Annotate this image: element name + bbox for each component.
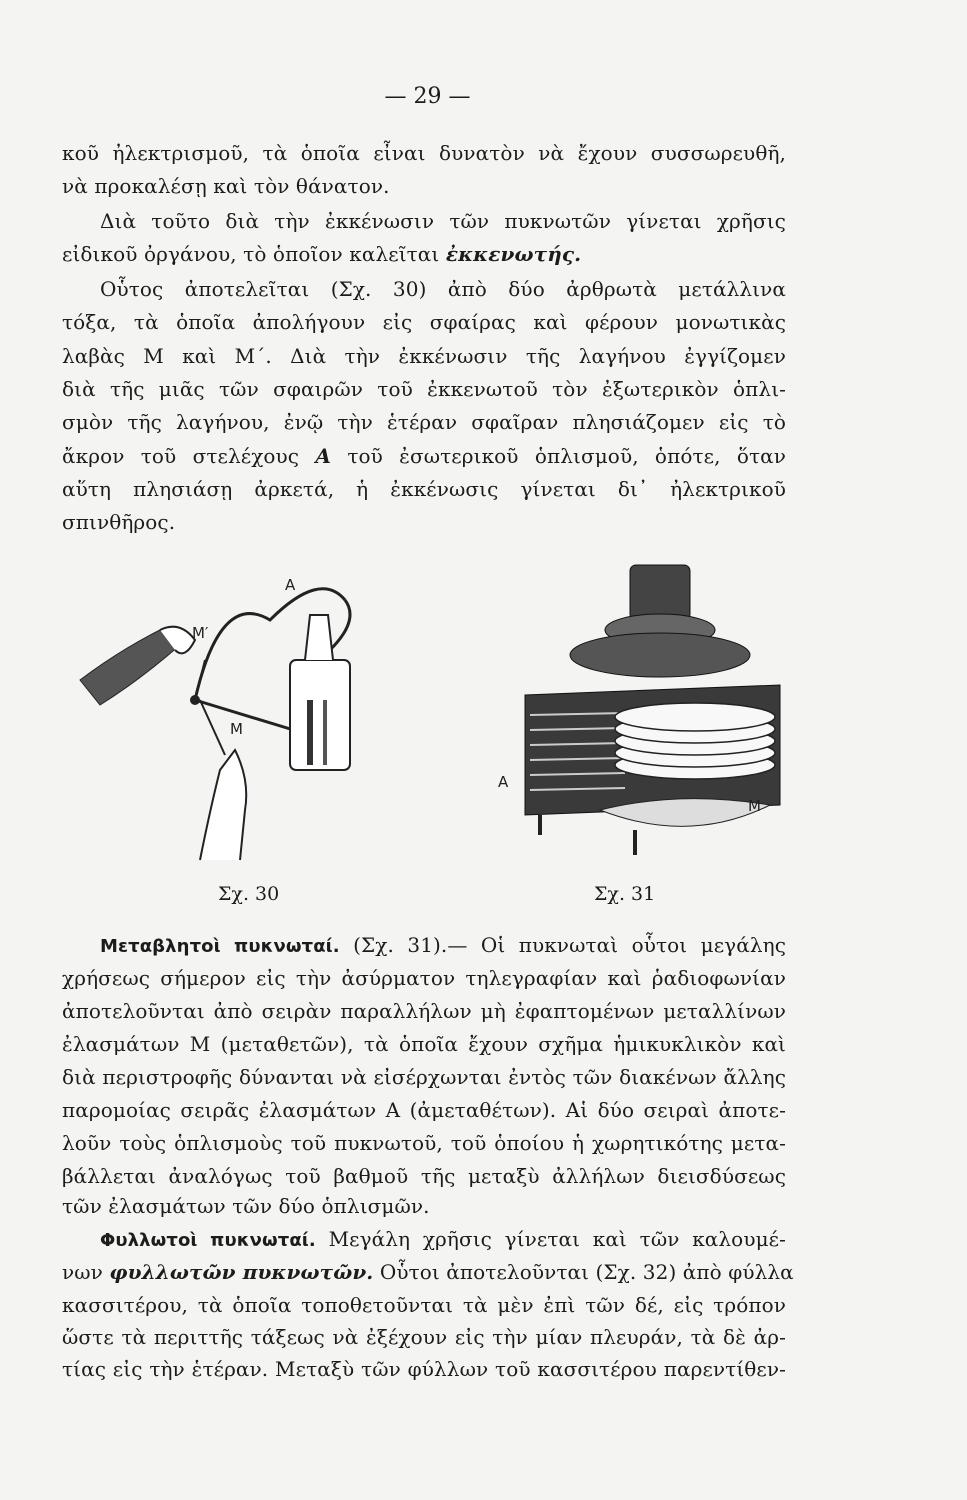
svg-text:M′: M′ — [192, 624, 209, 642]
text-line: νὰ προκαλέσῃ καὶ τὸν θάνατον. — [62, 174, 390, 198]
text: νων — [62, 1260, 103, 1284]
figure-31-caption: Σχ. 31 — [594, 883, 656, 905]
section-heading-variable-capacitors: Μεταβλητοὶ πυκνωταί. — [100, 936, 340, 957]
svg-text:M: M — [230, 720, 243, 738]
section-heading-foil-capacitors: Φυλλωτοὶ πυκνωταί. — [100, 1230, 316, 1251]
text-line — [62, 241, 786, 267]
svg-text:A: A — [498, 773, 509, 791]
page-number: — 29 — — [384, 84, 471, 109]
text-line: χρήσεως σήμερον εἰς τὴν ἀσύρματον τηλεγραφίαν καὶ ῥαδιοφωνίαν — [62, 966, 786, 990]
figure-30-caption: Σχ. 30 — [218, 883, 280, 905]
text-line — [62, 1259, 794, 1285]
text-line: ἀποτελοῦνται ἀπὸ σειρὰν παραλλήλων μὴ ἐφαπτομένων μεταλλίνων — [62, 999, 786, 1023]
text-line — [62, 443, 786, 469]
text: Μεγάλη χρῆσις γίνεται καὶ τῶν καλουμέ- — [328, 1227, 786, 1251]
text-line: κοῦ ἠλεκτρισμοῦ, τὰ ὁποῖα εἶναι δυνατὸν νὰ ἔχουν συσσωρευθῆ, — [62, 141, 786, 165]
term-foil-capacitors: φυλλωτῶν πυκνωτῶν. — [109, 1260, 374, 1284]
text-line — [100, 932, 786, 960]
text: εἰδικοῦ ὀργάνου, τὸ ὁποῖον καλεῖται — [62, 242, 440, 266]
text-line: διὰ τῆς μιᾶς τῶν σφαιρῶν τοῦ ἐκκενωτοῦ τὸν ἐξωτερικὸν ὁπλι- — [62, 377, 786, 401]
text-line: Οὗτος ἀποτελεῖται (Σχ. 30) ἀπὸ δύο ἀρθρωτὰ μετάλλινα — [100, 277, 786, 301]
text: ἄκρον τοῦ στελέχους — [62, 444, 300, 468]
text-line: κασσιτέρου, τὰ ὁποῖα τοποθετοῦνται τὰ μὲν ἐπὶ τῶν δέ, εἰς τρόπον — [62, 1293, 786, 1317]
figure-31-variable-capacitor — [480, 555, 810, 875]
text-line: σπινθῆρος. — [62, 510, 176, 534]
text: τοῦ ἐσωτερικοῦ ὁπλισμοῦ, ὁπότε, ὅταν — [347, 444, 786, 468]
text-line: Διὰ τοῦτο διὰ τὴν ἐκκένωσιν τῶν πυκνωτῶν γίνεται χρῆσις — [100, 209, 786, 233]
svg-text:M: M — [748, 797, 761, 815]
text-line: σμὸν τῆς λαγήνου, ἐνῷ τὴν ἑτέραν σφαῖραν πλησιάζομεν εἰς τὸ — [62, 410, 786, 434]
figure-30-discharger — [60, 550, 420, 880]
text-line: αὕτη πλησιάσῃ ἀρκετά, ἡ ἐκκένωσις γίνεται δι᾽ ἠλεκτρικοῦ — [62, 477, 786, 501]
text-line: παρομοίας σειρᾶς ἐλασμάτων A (ἀμεταθέτων). Αἱ δύο σειραὶ ἀποτε- — [62, 1098, 786, 1122]
text-line: διὰ περιστροφῆς δύνανται νὰ εἰσέρχωνται ἐντὸς τῶν διακένων ἄλλης — [62, 1065, 786, 1089]
text-line: λοῦν τοὺς ὁπλισμοὺς τοῦ πυκνωτοῦ, τοῦ ὁποίου ἡ χωρητικότης μετα- — [62, 1131, 786, 1155]
text: (Σχ. 31).— Οἱ πυκνωταὶ οὗτοι μεγάλης — [353, 933, 786, 957]
text-line: τίας εἰς τὴν ἑτέραν. Μεταξὺ τῶν φύλλων τοῦ κασσιτέρου παρεντίθεν- — [62, 1357, 786, 1381]
text-line — [100, 1226, 786, 1254]
text: Οὗτοι ἀποτελοῦνται (Σχ. 32) ἀπὸ φύλλα — [379, 1260, 794, 1284]
svg-text:A: A — [285, 576, 296, 594]
term-ekkenotis: ἐκκενωτής. — [445, 242, 582, 266]
text-line: βάλλεται ἀναλόγως τοῦ βαθμοῦ τῆς μεταξὺ ἀλλήλων διεισδύσεως — [62, 1164, 786, 1188]
text-line: ἐλασμάτων M (μεταθετῶν), τὰ ὁποῖα ἔχουν σχῆμα ἡμικυκλικὸν καὶ — [62, 1032, 786, 1056]
text-line: ὥστε τὰ περιττῆς τάξεως νὰ ἐξέχουν εἰς τὴν μίαν πλευράν, τὰ δὲ ἀρ- — [62, 1325, 786, 1349]
text-line: λαβὰς M καὶ M΄. Διὰ τὴν ἐκκένωσιν τῆς λαγήνου ἐγγίζομεν — [62, 344, 786, 368]
label-a: A — [315, 444, 332, 468]
text-line: τῶν ἐλασμάτων τῶν δύο ὁπλισμῶν. — [62, 1194, 430, 1218]
text-line: τόξα, τὰ ὁποῖα ἀπολήγουν εἰς σφαίρας καὶ φέρουν μονωτικὰς — [62, 310, 786, 334]
